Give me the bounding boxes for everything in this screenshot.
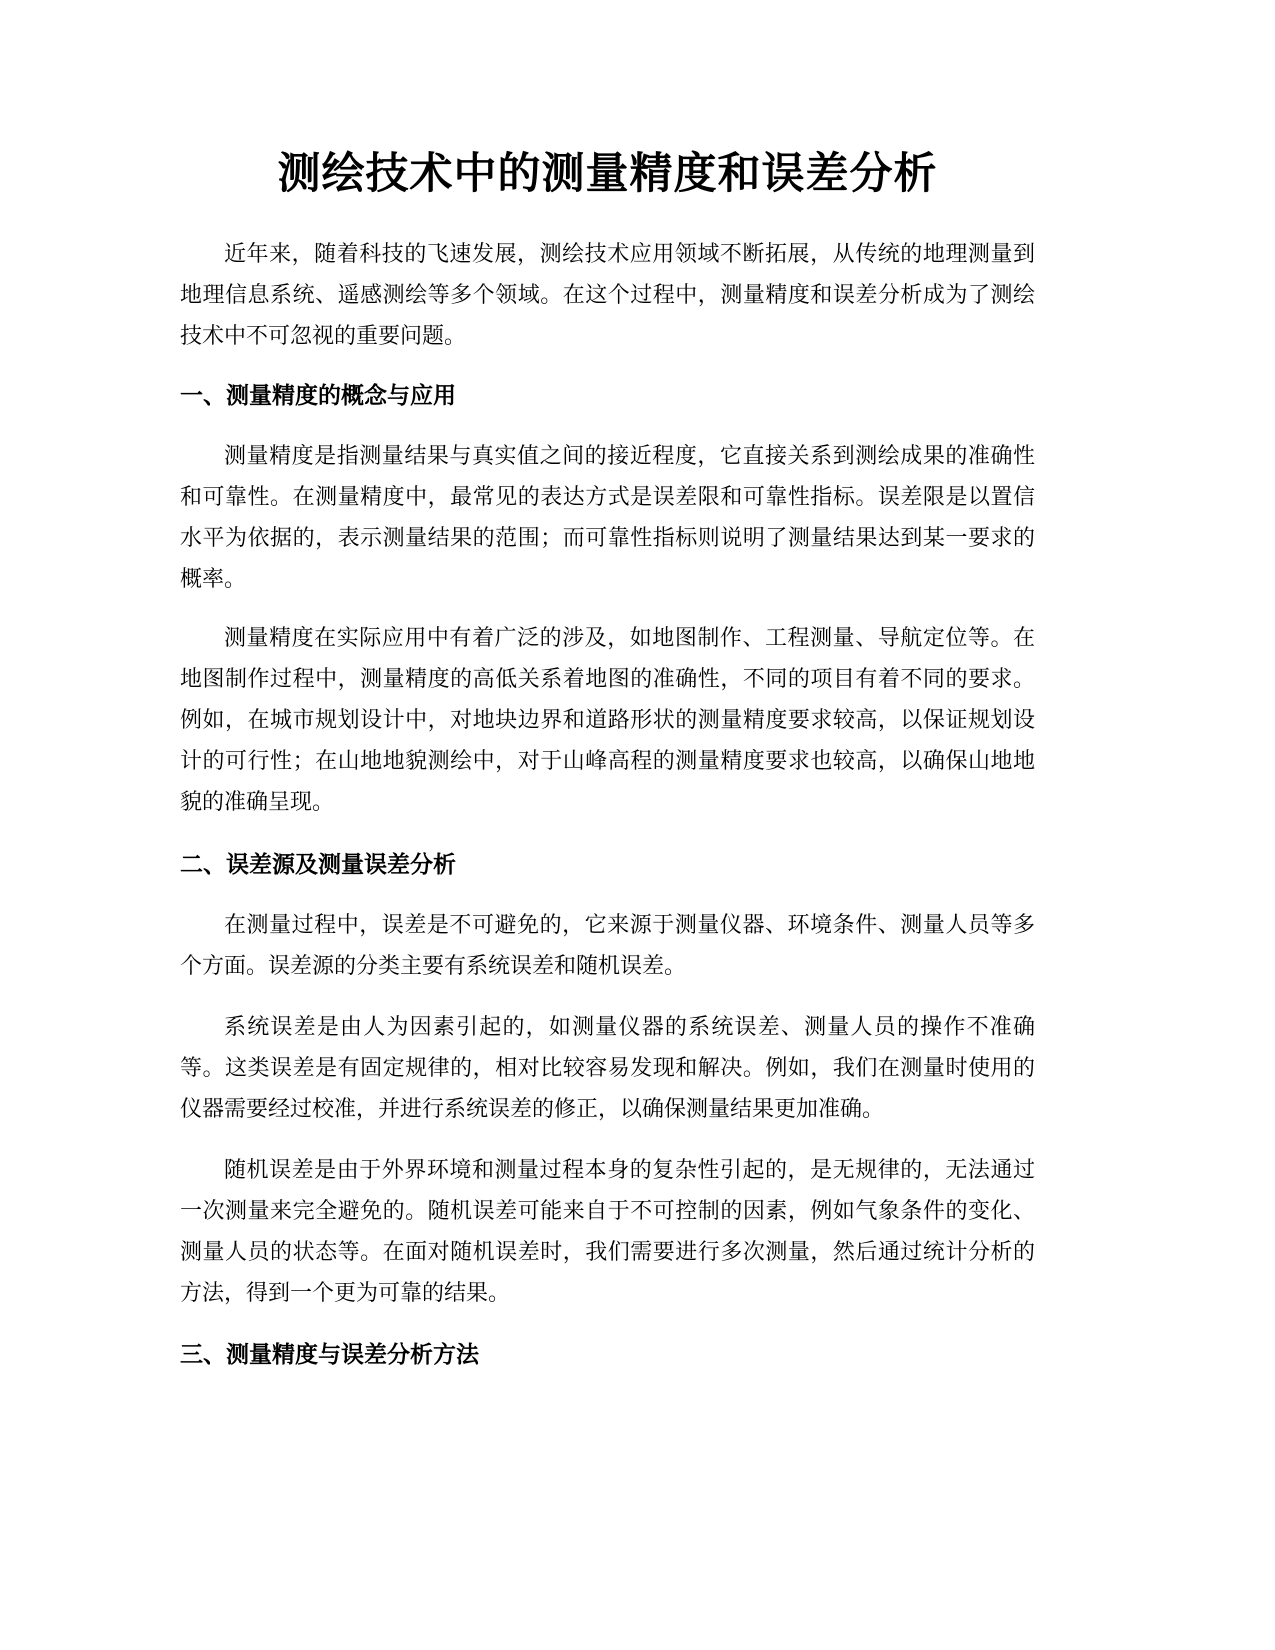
section-3-heading: 三、测量精度与误差分析方法 xyxy=(180,1342,479,1368)
section-2-paragraph-1: 在测量过程中，误差是不可避免的，它来源于测量仪器、环境条件、测量人员等多个方面。误差源的分类主要有系统误差和随机误差。 xyxy=(180,913,1035,979)
document-title: 测绘技术中的测量精度和误差分析 xyxy=(277,149,938,199)
intro-paragraph: 近年来，随着科技的飞速发展，测绘技术应用领域不断拓展，从传统的地理测量到地理信息系统、遥感测绘等多个领域。在这个过程中，测量精度和误差分析成为了测绘技术中不可忽视的重要问题。 xyxy=(180,242,1035,349)
section-1-heading: 一、测量精度的概念与应用 xyxy=(180,383,456,409)
section-1-paragraph-1: 测量精度是指测量结果与真实值之间的接近程度，它直接关系到测绘成果的准确性和可靠性。在测量精度中，最常见的表达方式是误差限和可靠性指标。误差限是以置信水平为依据的，表示测量结果的范围；而可靠性指标则说明了测量结果达到某一要求的概率。 xyxy=(180,444,1035,592)
section-2-heading: 二、误差源及测量误差分析 xyxy=(180,852,456,878)
section-2-paragraph-2: 系统误差是由人为因素引起的，如测量仪器的系统误差、测量人员的操作不准确等。这类误差是有固定规律的，相对比较容易发现和解决。例如，我们在测量时使用的仪器需要经过校准，并进行系统误差的修正，以确保测量结果更加准确。 xyxy=(180,1015,1035,1122)
section-1-paragraph-2: 测量精度在实际应用中有着广泛的涉及，如地图制作、工程测量、导航定位等。在地图制作过程中，测量精度的高低关系着地图的准确性，不同的项目有着不同的要求。例如，在城市规划设计中，对地块边界和道路形状的测量精度要求较高，以保证规划设计的可行性；在山地地貌测绘中，对于山峰高程的测量精度要求也较高，以确保山地地貌的准确呈现。 xyxy=(180,626,1035,815)
section-2-paragraph-3: 随机误差是由于外界环境和测量过程本身的复杂性引起的，是无规律的，无法通过一次测量来完全避免的。随机误差可能来自于不可控制的因素，例如气象条件的变化、测量人员的状态等。在面对随机误差时，我们需要进行多次测量，然后通过统计分析的方法，得到一个更为可靠的结果。 xyxy=(180,1158,1035,1306)
